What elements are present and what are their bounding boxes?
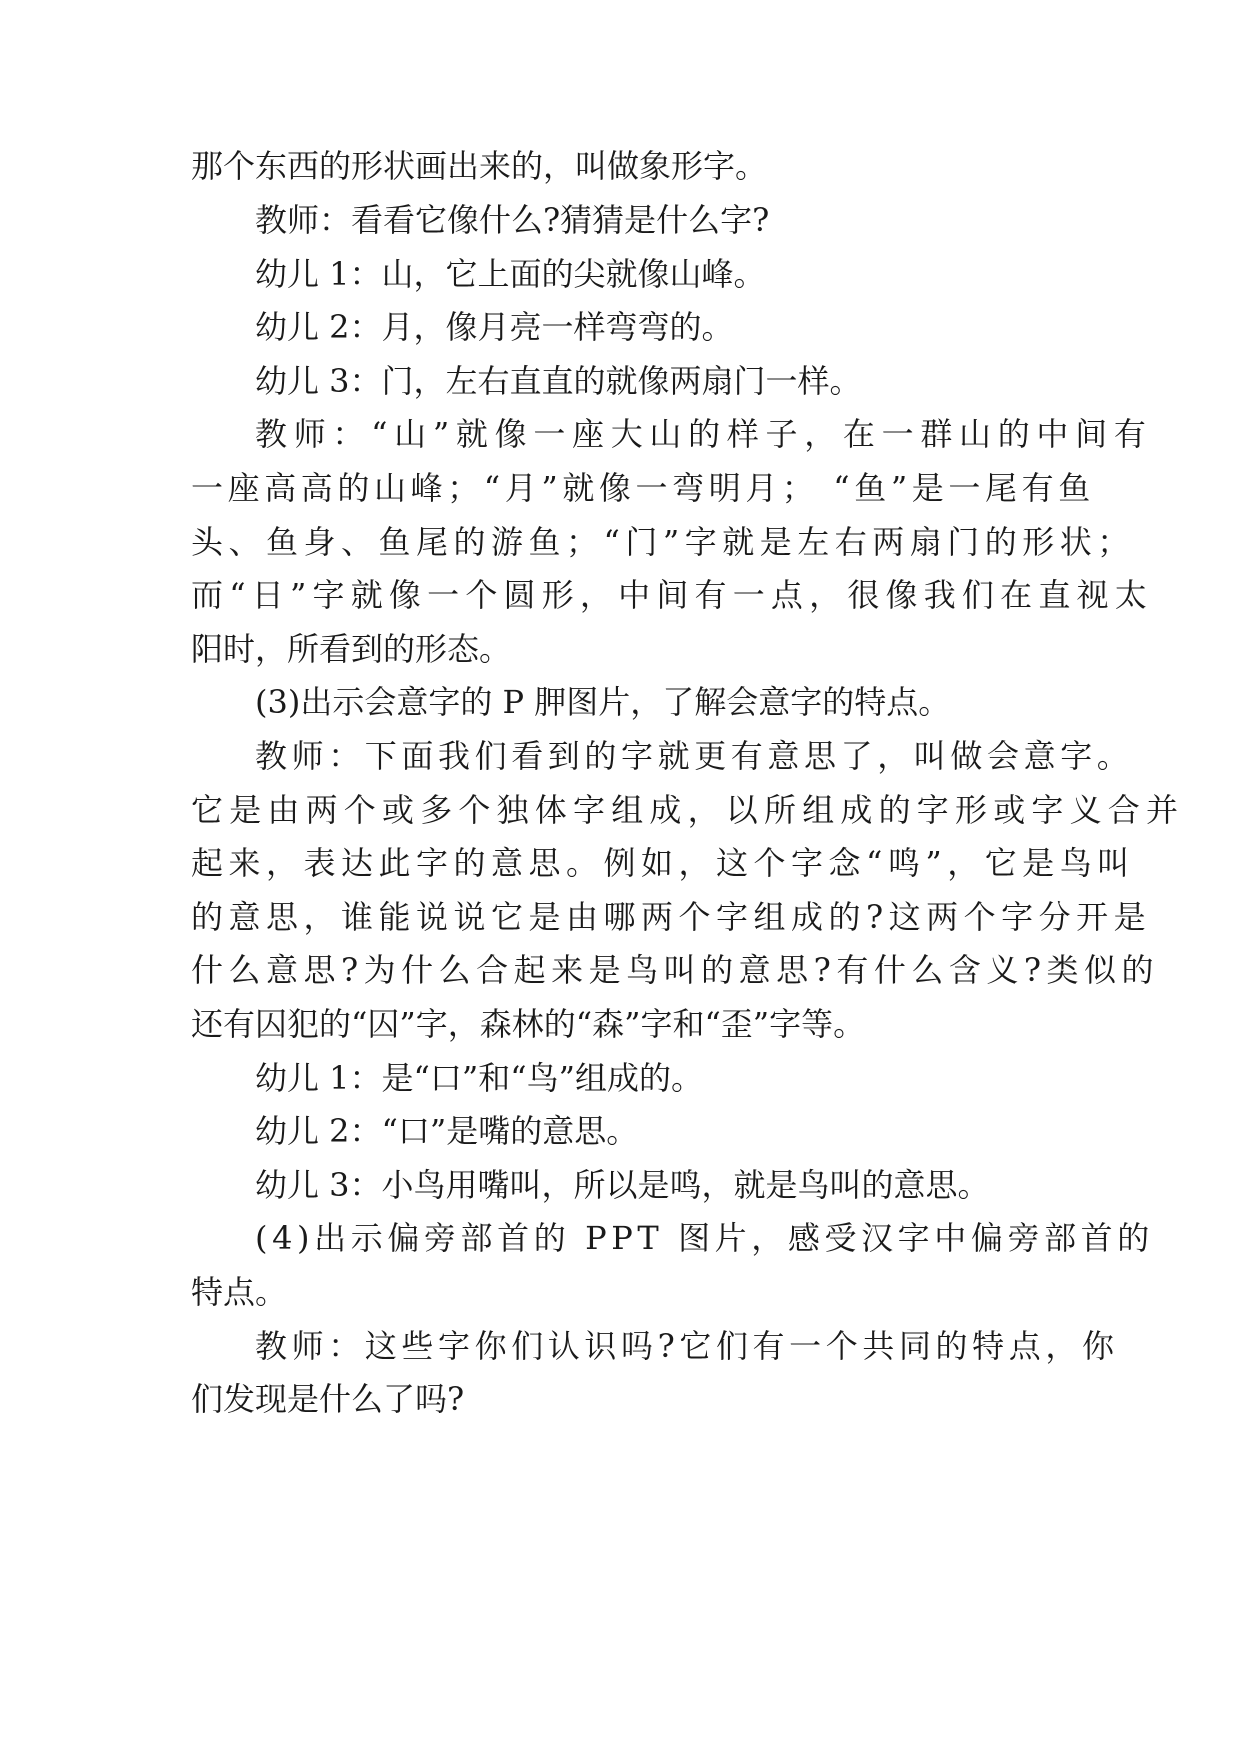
text-line: 教师：这些字你们认识吗?它们有一个共同的特点，你 bbox=[255, 1327, 1119, 1365]
text-line: 幼儿 2：月，像月亮一样弯弯的。 bbox=[255, 308, 734, 346]
text-line: 幼儿 3：小鸟用嘴叫，所以是鸣，就是鸟叫的意思。 bbox=[255, 1166, 990, 1204]
text-line: 它是由两个或多个独体字组成，以所组成的字形或字义合并 bbox=[191, 791, 1185, 829]
text-line: 头、鱼身、鱼尾的游鱼；“门”字就是左右两扇门的形状； bbox=[191, 523, 1135, 561]
text-line: 什么意思?为什么合起来是鸟叫的意思?有什么含义?类似的 bbox=[191, 951, 1159, 989]
text-line: 教师：“山”就像一座大山的样子，在一群山的中间有 bbox=[255, 415, 1153, 453]
text-line: 教师：下面我们看到的字就更有意思了，叫做会意字。 bbox=[255, 737, 1134, 775]
text-line: 幼儿 2：“口”是嘴的意思。 bbox=[255, 1112, 639, 1150]
text-line: 还有囚犯的“囚”字，森林的“森”字和“歪”字等。 bbox=[191, 1005, 866, 1043]
text-line: 特点。 bbox=[191, 1273, 288, 1311]
text-line: 那个东西的形状画出来的，叫做象形字。 bbox=[191, 147, 768, 185]
text-line: (4)出示偏旁部首的 PPT 图片，感受汉字中偏旁部首的 bbox=[255, 1219, 1154, 1257]
text-line: 而“日”字就像一个圆形，中间有一点，很像我们在直视太 bbox=[191, 576, 1153, 614]
text-line: 的意思，谁能说说它是由哪两个字组成的?这两个字分开是 bbox=[191, 898, 1152, 936]
text-line: 教师：看看它像什么?猜猜是什么字? bbox=[255, 201, 770, 239]
text-line: 起来，表达此字的意思。例如，这个字念“鸣”，它是鸟叫 bbox=[191, 844, 1135, 882]
text-line: (3)出示会意字的 P 胛图片，了解会意字的特点。 bbox=[255, 683, 951, 721]
text-line: 阳时，所看到的形态。 bbox=[191, 630, 512, 668]
text-line: 幼儿 1：山，它上面的尖就像山峰。 bbox=[255, 255, 766, 293]
text-line: 幼儿 3：门，左右直直的就像两扇门一样。 bbox=[255, 362, 862, 400]
text-line: 一座高高的山峰；“月”就像一弯明月； “鱼”是一尾有鱼 bbox=[191, 469, 1095, 507]
text-line: 幼儿 1：是“口”和“鸟”组成的。 bbox=[255, 1059, 703, 1097]
text-line: 们发现是什么了吗? bbox=[191, 1380, 465, 1418]
